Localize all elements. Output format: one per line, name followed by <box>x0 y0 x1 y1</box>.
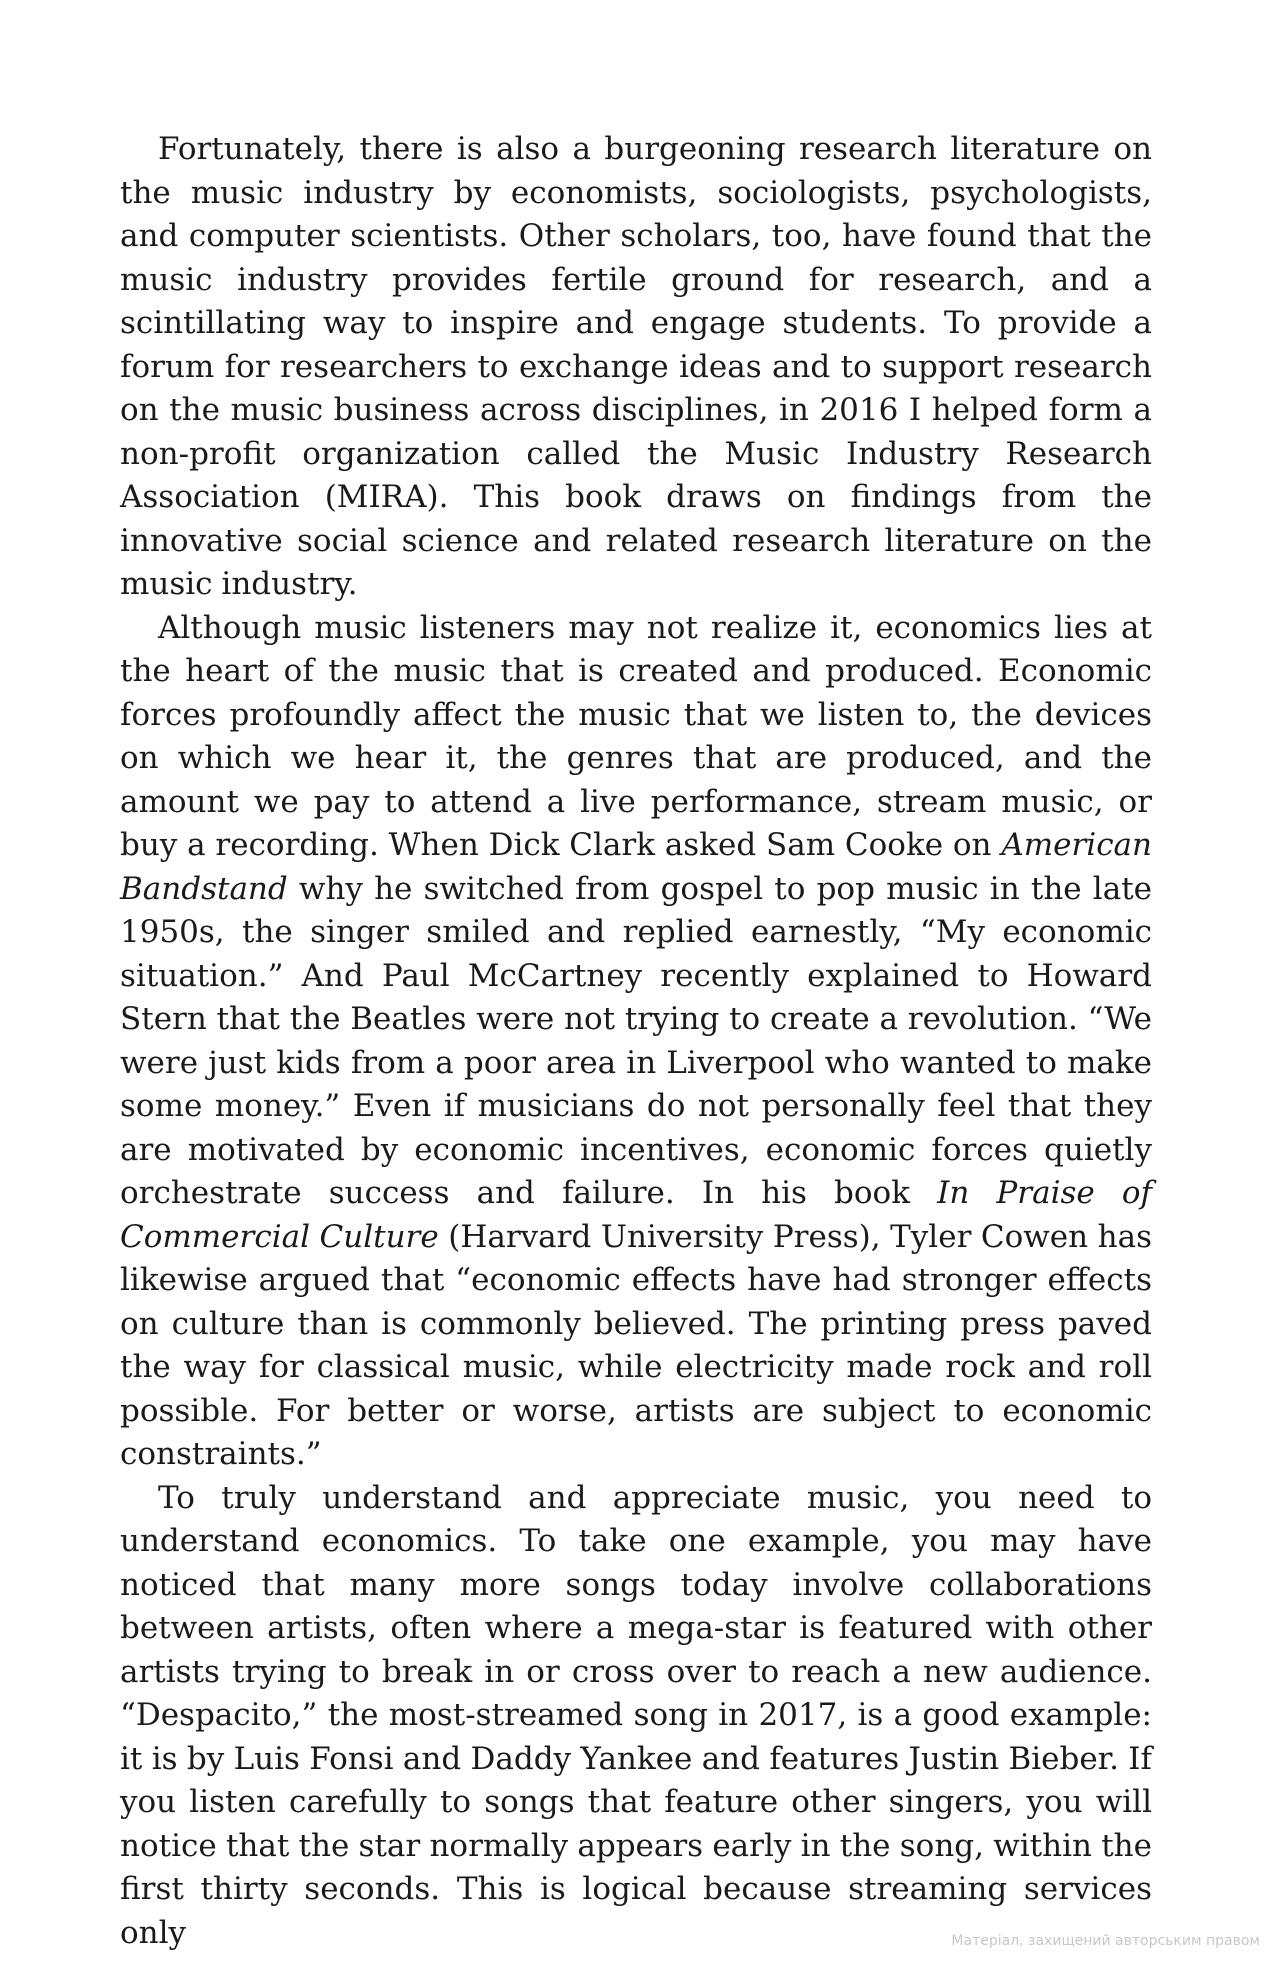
paragraph-2-text-a: Although music listeners may not realize it, economics lies at the heart of the music that is created and produced. Economic forces profoundly affect the music that we listen to, the devices on which we hear it, the genres that are produced, and the amount we pay to attend a live performance, stream music, or buy a recording. When Dick Clark asked Sam Cooke on <box>120 609 1152 863</box>
title-in-praise-of-commercial-culture: In Praise of Commercial Culture <box>120 1175 1152 1255</box>
copyright-watermark: Матеріал, захищений авторським правом <box>951 1933 1260 1949</box>
paragraph-2-text-c: (Harvard University Press), Tyler Cowen has likewise argued that “economic effects have had stronger effects on culture than is commonly believed. The printing press paved the way for classical music, while electricity made rock and roll possible. For better or worse, artists are subject to economic constraints.” <box>120 1218 1152 1472</box>
paragraph-3-text: To truly understand and appreciate music, you need to understand economics. To take one example, you may have noticed that many more songs today involve collaborations between artists, often where a mega-star is featured with other artists trying to break in or cross over to reach a new audience. “Despacito,” the most-streamed song in 2017, is a good example: it is by Luis Fonsi and Daddy Yankee and features Justin Bieber. If you listen carefully to songs that feature other singers, you will notice that the star normally appears early in the song, within the first thirty seconds. This is logical because streaming services only <box>120 1479 1152 1951</box>
paragraph-2 <box>120 607 1152 1477</box>
book-page-body <box>120 128 1152 1955</box>
paragraph-3 <box>120 1477 1152 1956</box>
paragraph-1 <box>120 128 1152 607</box>
paragraph-2-text-b: why he switched from gospel to pop music in the late 1950s, the singer smiled and replied earnestly, “My economic situation.” And Paul McCartney recently explained to Howard Stern that the Beatles were not trying to create a revolution. “We were just kids from a poor area in Liverpool who wanted to make some money.” Even if musicians do not personally feel that they are motivated by economic incentives, economic forces quietly orchestrate success and failure. In his book <box>120 870 1152 1211</box>
paragraph-1-text: Fortunately, there is also a burgeoning research literature on the music industry by economists, sociologists, psychologists, and computer scientists. Other scholars, too, have found that the music industry provides fertile ground for research, and a scintillating way to inspire and engage students. To provide a forum for researchers to exchange ideas and to support research on the music business across disciplines, in 2016 I helped form a non-profit organization called the Music Industry Research Association (MIRA). This book draws on findings from the innovative social science and related research literature on the music industry. <box>120 131 1152 602</box>
title-american-bandstand: American Bandstand <box>120 827 1152 907</box>
